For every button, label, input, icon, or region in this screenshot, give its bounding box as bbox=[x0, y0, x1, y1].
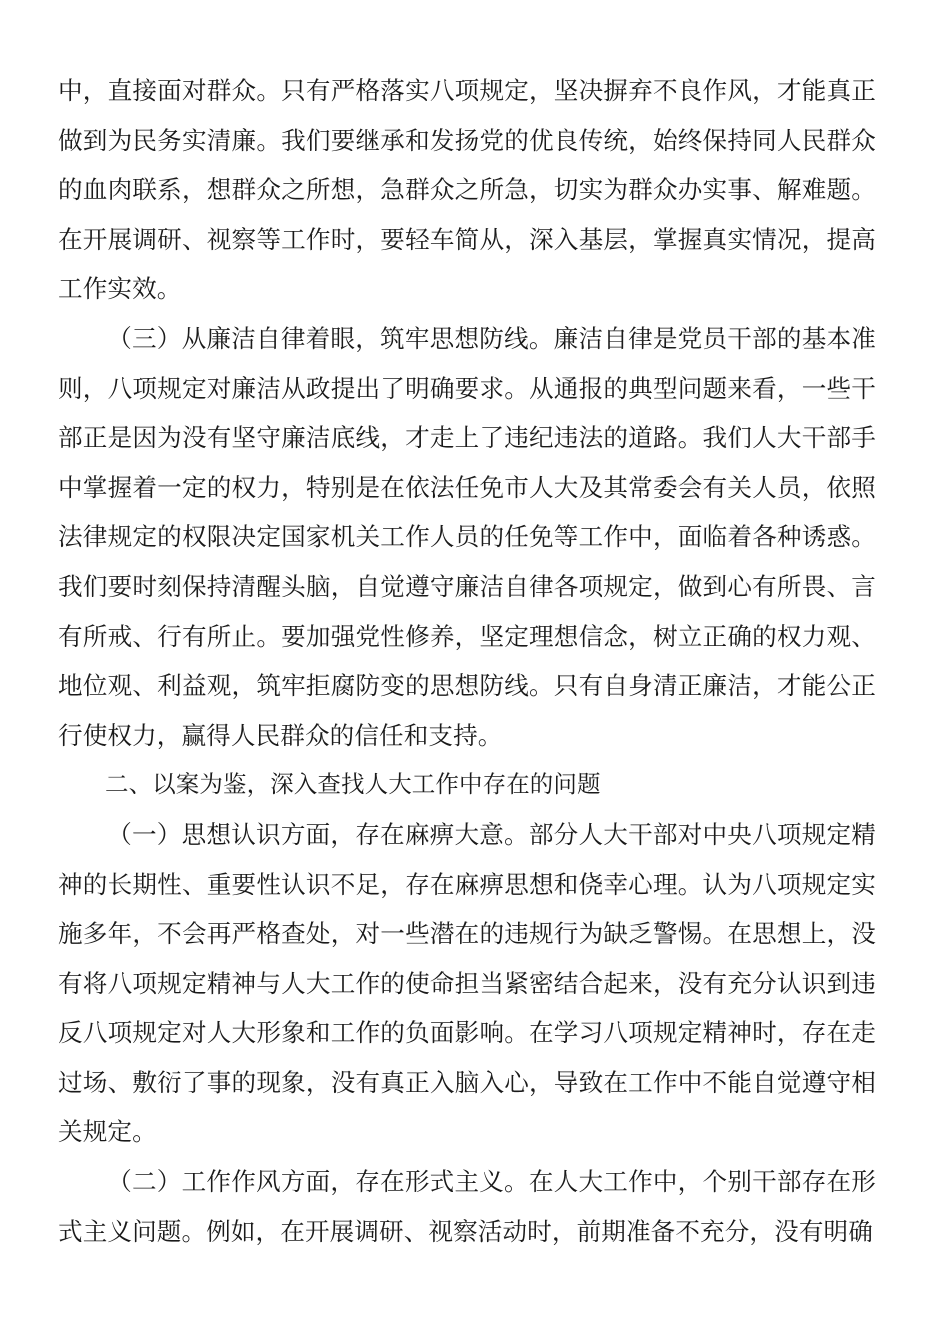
paragraph-subsection-two: （二）工作作风方面，存在形式主义。在人大工作中，个别干部存在形式主义问题。例如，在开展调研、视察活动时，前期准备不充分，没有明确 bbox=[58, 1167, 876, 1246]
paragraph-continuation: 中，直接面对群众。只有严格落实八项规定，坚决摒弃不良作风，才能真正做到为民务实清廉。我们要继承和发扬党的优良传统，始终保持同人民群众的血肉联系，想群众之所想，急群众之所急，切实为群众办实事、解难题。在开展调研、视察等工作时，要轻车简从，深入基层，掌握真实情况，提高工作实效。 bbox=[58, 76, 876, 304]
paragraph-section-three: （三）从廉洁自律着眼，筑牢思想防线。廉洁自律是党员干部的基本准则，八项规定对廉洁从政提出了明确要求。从通报的典型问题来看，一些干部正是因为没有坚守廉洁底线，才走上了违纪违法的道路。我们人大干部手中掌握着一定的权力，特别是在依法任免市人大及其常委会有关人员，依照法律规定的权限决定国家机关工作人员的任免等工作中，面临着各种诱惑。我们要时刻保持清醒头脑，自觉遵守廉洁自律各项规定，做到心有所畏、言有所戒、行有所止。要加强党性修养，坚定理想信念，树立正确的权力观、地位观、利益观，筑牢拒腐防变的思想防线。只有自身清正廉洁，才能公正行使权力，赢得人民群众的信任和支持。 bbox=[58, 323, 876, 750]
section-heading-two: 二、以案为鉴，深入查找人大工作中存在的问题 bbox=[105, 770, 601, 799]
paragraph-subsection-one: （一）思想认识方面，存在麻痹大意。部分人大干部对中央八项规定精神的长期性、重要性认识不足，存在麻痹思想和侥幸心理。认为八项规定实施多年，不会再严格查处，对一些潜在的违规行为缺乏警惕。在思想上，没有将八项规定精神与人大工作的使命担当紧密结合起来，没有充分认识到违反八项规定对人大形象和工作的负面影响。在学习八项规定精神时，存在走过场、敷衍了事的现象，没有真正入脑入心，导致在工作中不能自觉遵守相关规定。 bbox=[58, 819, 876, 1147]
document-body bbox=[58, 66, 876, 1256]
